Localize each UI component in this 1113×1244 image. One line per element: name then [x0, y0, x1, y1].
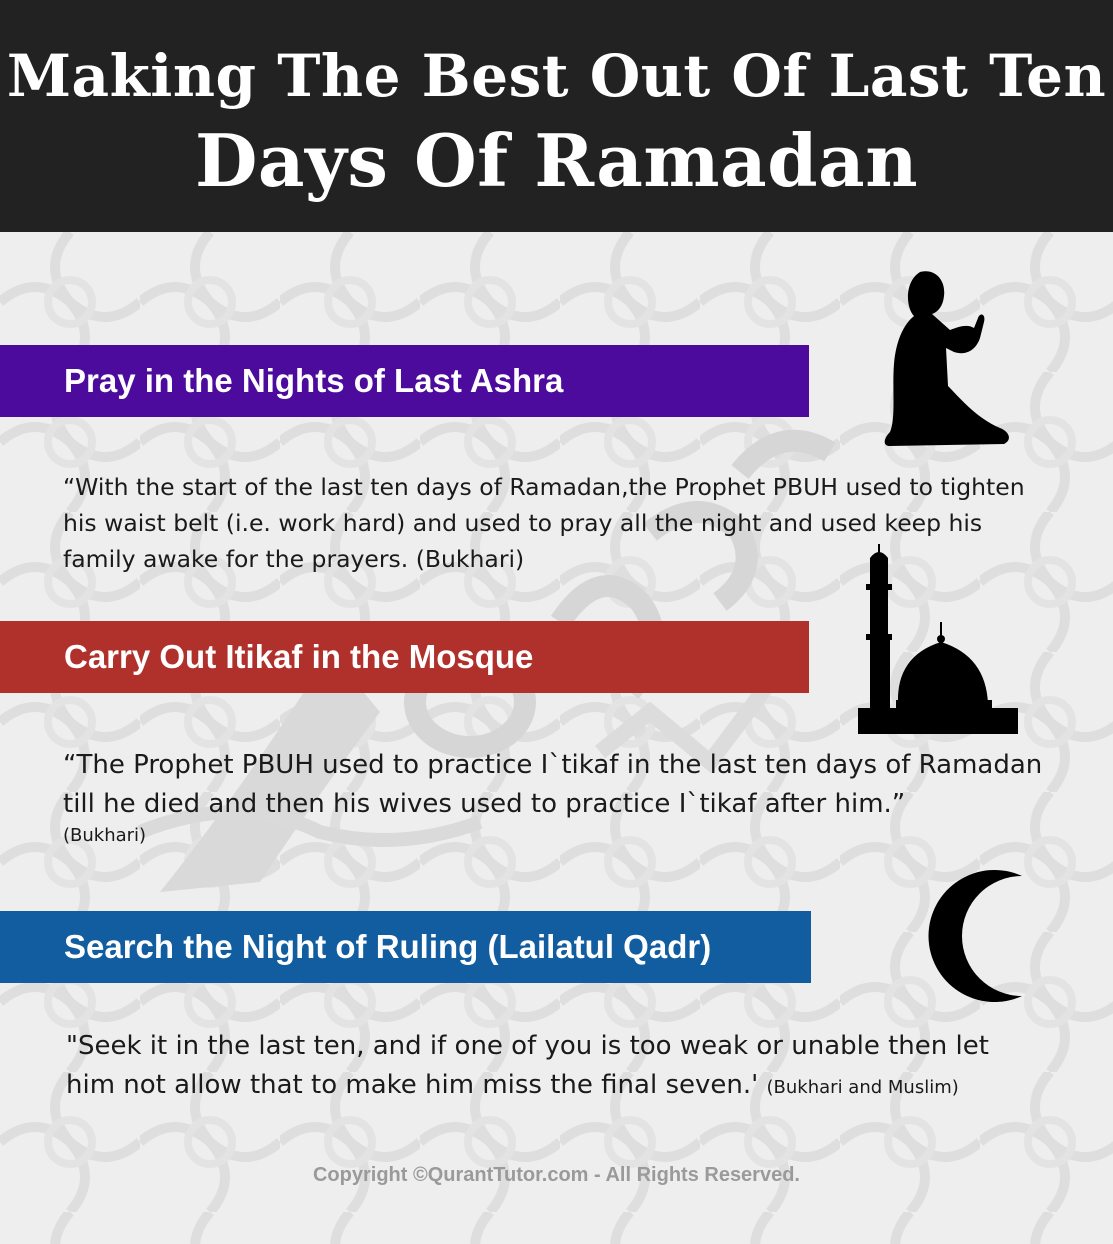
section-quote-lailatul-qadr: [66, 1027, 1046, 1107]
praying-person-icon: [880, 268, 1015, 450]
header-banner: [0, 0, 1113, 232]
section-heading-lailatul-qadr: Search the Night of Ruling (Lailatul Qadr): [0, 911, 811, 983]
copyright-footer: Copyright ©QurantTutor.com - All Rights Reserved.: [312, 1164, 800, 1186]
page-title-line-1: Making The Best Out Of Last Ten: [6, 42, 1107, 110]
quote-text: "Seek it in the last ten, and if one of you is too weak or unable then let him not allow that to make him miss the final seven.': [66, 1031, 989, 1100]
crescent-moon-icon: [906, 866, 1024, 1006]
quote-text: “The Prophet PBUH used to practice I`tikaf in the last ten days of Ramadan till he died and then his wives used to practice I`tikaf after him.”: [63, 750, 1043, 819]
section-heading-pray: Pray in the Nights of Last Ashra: [0, 345, 809, 417]
mosque-icon: [856, 544, 1020, 736]
section-heading-itikaf: Carry Out Itikaf in the Mosque: [0, 621, 809, 693]
quote-citation: (Bukhari and Muslim): [766, 1077, 959, 1098]
page-title-line-2: Days Of Ramadan: [194, 118, 919, 203]
quote-citation: (Bukhari): [63, 825, 147, 846]
section-quote-itikaf: [63, 746, 1043, 848]
section-quote-pray: “With the start of the last ten days of Ramadan,the Prophet PBUH used to tighten his waist belt (i.e. work hard) and used to pray all the night and used keep his family awake for the prayers. (Bukhari): [63, 473, 1025, 573]
